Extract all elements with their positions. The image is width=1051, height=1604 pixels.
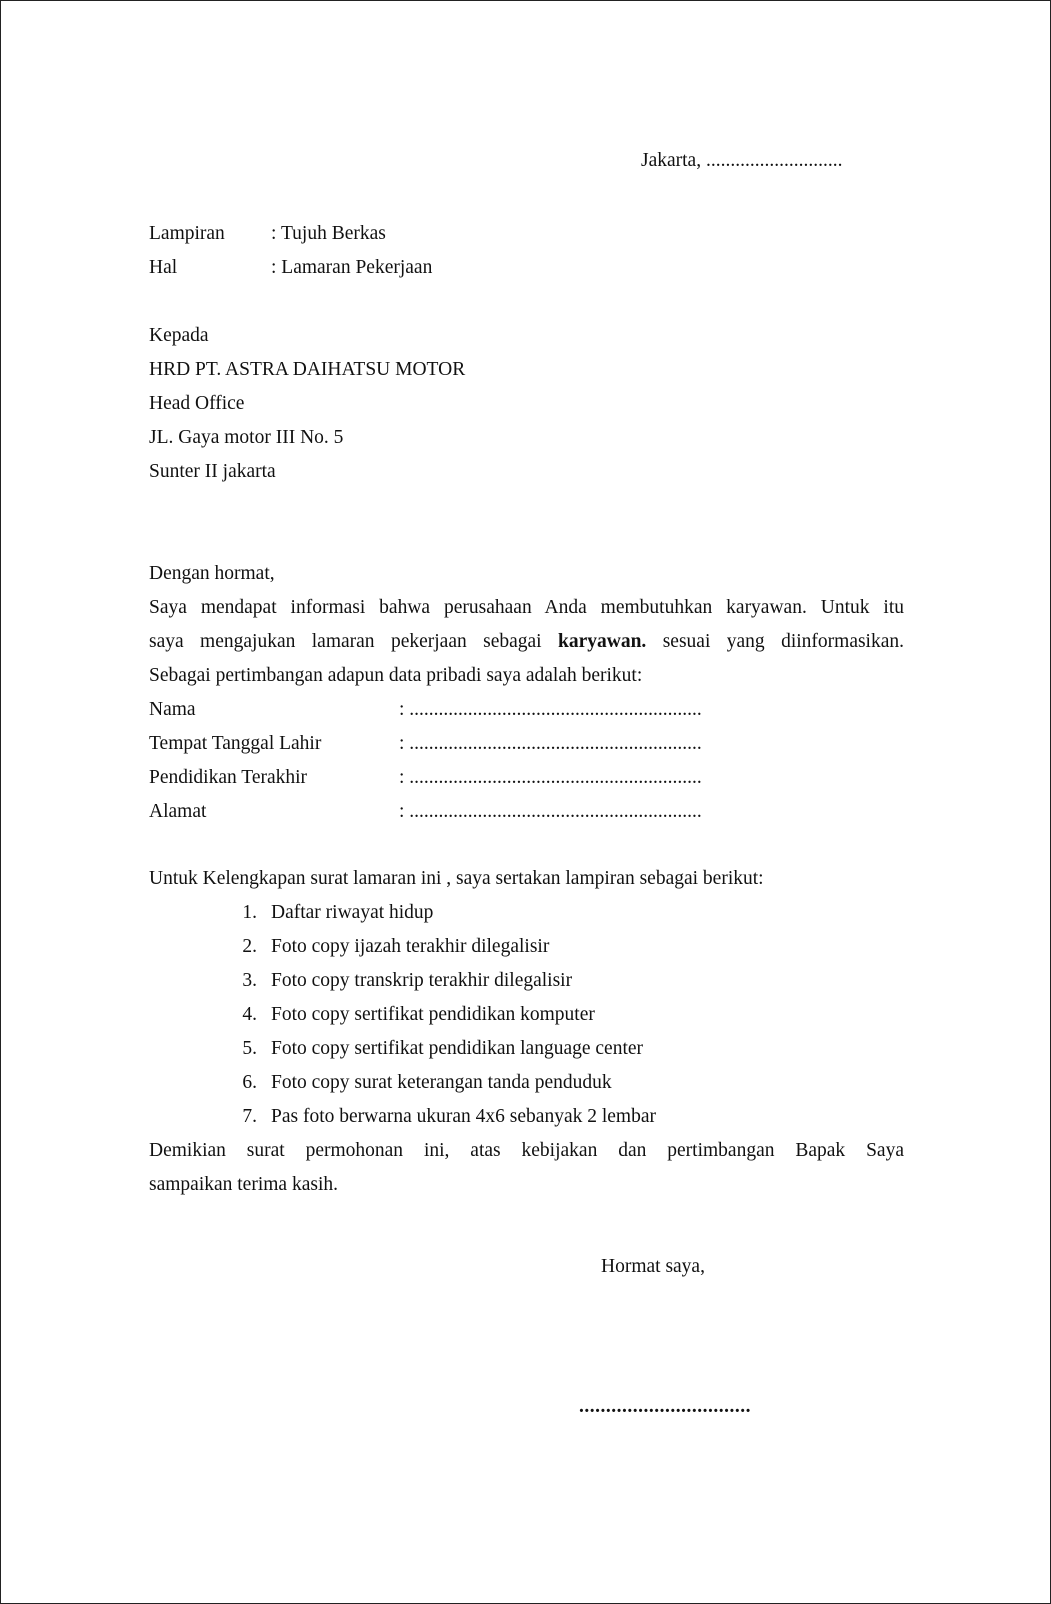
list-number: 2.	[242, 936, 257, 957]
meta-value-lampiran: : Tujuh Berkas	[271, 223, 386, 244]
list-item: Foto copy transkrip terakhir dilegalisir	[271, 970, 573, 991]
field-label-ttl: Tempat Tanggal Lahir	[149, 733, 322, 754]
recipient-greeting: Kepada	[149, 325, 209, 346]
recipient-city: Sunter II jakarta	[149, 461, 276, 482]
closing-paragraph-line: sampaikan terima kasih.	[149, 1174, 338, 1195]
list-number: 6.	[242, 1072, 257, 1093]
recipient-office: Head Office	[149, 393, 245, 414]
closing-paragraph-line: Demikian surat permohonan ini, atas kebijakan dan pertimbangan Bapak Saya	[149, 1140, 904, 1161]
list-number: 7.	[242, 1106, 257, 1127]
meta-value-hal: : Lamaran Pekerjaan	[271, 257, 433, 278]
signature-line: ................................	[579, 1396, 751, 1417]
field-value-ttl: : ............................................................	[399, 733, 702, 754]
list-number: 1.	[242, 902, 257, 923]
position-emphasis: karyawan.	[558, 631, 647, 652]
recipient-company: HRD PT. ASTRA DAIHATSU MOTOR	[149, 359, 466, 380]
place-date: Jakarta, ............................	[641, 150, 843, 171]
field-label-pendidikan: Pendidikan Terakhir	[149, 767, 308, 788]
paragraph-line: Saya mendapat informasi bahwa perusahaan Anda membutuhkan karyawan. Untuk itu	[149, 597, 904, 618]
field-label-nama: Nama	[149, 699, 196, 720]
attachments-intro: Untuk Kelengkapan surat lamaran ini , saya sertakan lampiran sebagai berikut:	[149, 868, 764, 889]
list-item: Foto copy surat keterangan tanda penduduk	[271, 1072, 612, 1093]
field-value-pendidikan: : ............................................................	[399, 767, 702, 788]
list-item: Pas foto berwarna ukuran 4x6 sebanyak 2 lembar	[271, 1106, 657, 1127]
paragraph-text: sesuai yang diinformasikan.	[662, 631, 905, 652]
paragraph-text: saya mengajukan lamaran pekerjaan sebagai	[149, 631, 542, 652]
list-number: 4.	[242, 1004, 257, 1025]
list-item: Foto copy sertifikat pendidikan language center	[271, 1038, 644, 1059]
field-value-nama: : ............................................................	[399, 699, 702, 720]
field-value-alamat: : ............................................................	[399, 801, 702, 822]
meta-label-lampiran: Lampiran	[149, 223, 225, 244]
list-number: 5.	[242, 1038, 257, 1059]
list-item: Daftar riwayat hidup	[271, 902, 434, 923]
field-label-alamat: Alamat	[149, 801, 207, 822]
paragraph-line	[149, 630, 904, 654]
list-item: Foto copy sertifikat pendidikan komputer	[271, 1004, 595, 1025]
salutation: Dengan hormat,	[149, 563, 275, 584]
list-item: Foto copy ijazah terakhir dilegalisir	[271, 936, 550, 957]
recipient-street: JL. Gaya motor III No. 5	[149, 427, 344, 448]
sign-off: Hormat saya,	[601, 1256, 705, 1277]
paragraph-line: Sebagai pertimbangan adapun data pribadi saya adalah berikut:	[149, 665, 643, 686]
meta-label-hal: Hal	[149, 257, 178, 278]
list-number: 3.	[242, 970, 257, 991]
